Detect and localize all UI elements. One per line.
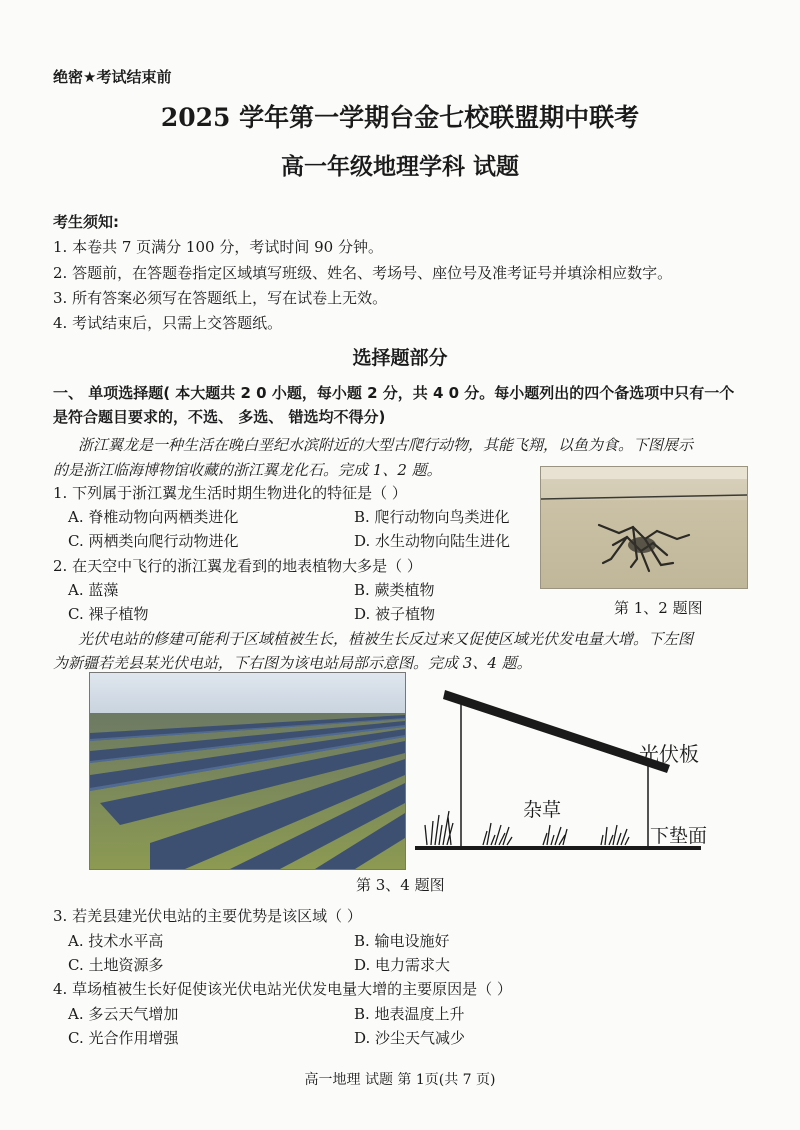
option-a: A. 多云天气增加 (68, 1005, 179, 1023)
option-b: B. 地表温度上升 (354, 1005, 465, 1023)
option-c: C. 裸子植物 (68, 605, 149, 623)
page-footer: 高一地理 试题 第 1页(共 7 页) (304, 1072, 496, 1088)
confidential-label: 绝密★考试结束前 (53, 68, 172, 86)
option-d: D. 沙尘天气减少 (354, 1029, 466, 1047)
option-a: A. 脊椎动物向两栖类进化 (68, 508, 239, 526)
option-c: C. 土地资源多 (68, 956, 164, 974)
option-a: A. 蓝藻 (68, 581, 119, 599)
passage-text: 的是浙江临海博物馆收藏的浙江翼龙化石。完成 1、2 题。 (53, 461, 442, 479)
option-b: B. 输电设施好 (354, 932, 450, 950)
ground-label: 下垫面 (650, 825, 708, 847)
fossil-photo (540, 466, 748, 589)
passage-text: 浙江翼龙是一种生活在晚白垩纪水滨附近的大型古爬行动物，其能飞翔，以鱼为食。下图展示 (78, 436, 694, 454)
question-stem: 1. 下列属于浙江翼龙生活时期生物进化的特征是（ ） (53, 484, 407, 502)
option-c: C. 两栖类向爬行动物进化 (68, 532, 239, 550)
exam-subtitle: 高一年级地理学科 试题 (280, 153, 519, 180)
question-stem: 4. 草场植被生长好促使该光伏电站光伏发电量大增的主要原因是（ ） (53, 980, 512, 998)
section-instruction: 一、 单项选择题( 本大题共 2 0 小题，每小题 2 分，共 4 0 分。每小题列出的四个备选项中只有一个 (53, 384, 735, 402)
question-stem: 2. 在天空中飞行的浙江翼龙看到的地表植物大多是（ ） (53, 557, 422, 575)
option-d: D. 电力需求大 (354, 956, 451, 974)
exam-title: 2025 学年第一学期台金七校联盟期中联考 (160, 103, 640, 132)
option-b: B. 爬行动物向鸟类进化 (354, 508, 510, 526)
option-d: D. 被子植物 (354, 605, 436, 623)
option-c: C. 光合作用增强 (68, 1029, 179, 1047)
solar-farm-photo (89, 672, 406, 870)
notice-item: 3. 所有答案必须写在答题纸上，写在试卷上无效。 (53, 289, 388, 307)
section-title: 选择题部分 (352, 347, 448, 369)
figure-caption: 第 1、2 题图 (614, 599, 703, 617)
passage-text: 为新疆若羌县某光伏电站，下右图为该电站局部示意图。完成 3、4 题。 (53, 654, 532, 672)
weeds-label: 杂草 (523, 799, 562, 821)
notice-heading: 考生须知: (53, 213, 119, 231)
notice-item: 4. 考试结束后，只需上交答题纸。 (53, 314, 283, 332)
pv-panel-shape (443, 690, 670, 773)
passage-text: 光伏电站的修建可能利于区域植被生长，植被生长反过来又促使区域光伏发电量大增。下左图 (78, 630, 694, 648)
option-b: B. 蕨类植物 (354, 581, 435, 599)
notice-item: 1. 本卷共 7 页满分 100 分，考试时间 90 分钟。 (53, 238, 383, 256)
question-stem: 3. 若羌县建光伏电站的主要优势是该区域（ ） (53, 907, 362, 925)
option-a: A. 技术水平高 (68, 932, 164, 950)
section-instruction: 是符合题目要求的，不选、 多选、 错选均不得分) (53, 408, 386, 426)
notice-item: 2. 答题前，在答题卷指定区域填写班级、姓名、考场号、座位号及准考证号并填涂相应数字。 (53, 264, 673, 282)
figure-caption: 第 3、4 题图 (356, 876, 445, 894)
pv-panel-label: 光伏板 (639, 742, 699, 766)
option-d: D. 水生动物向陆生进化 (354, 532, 511, 550)
